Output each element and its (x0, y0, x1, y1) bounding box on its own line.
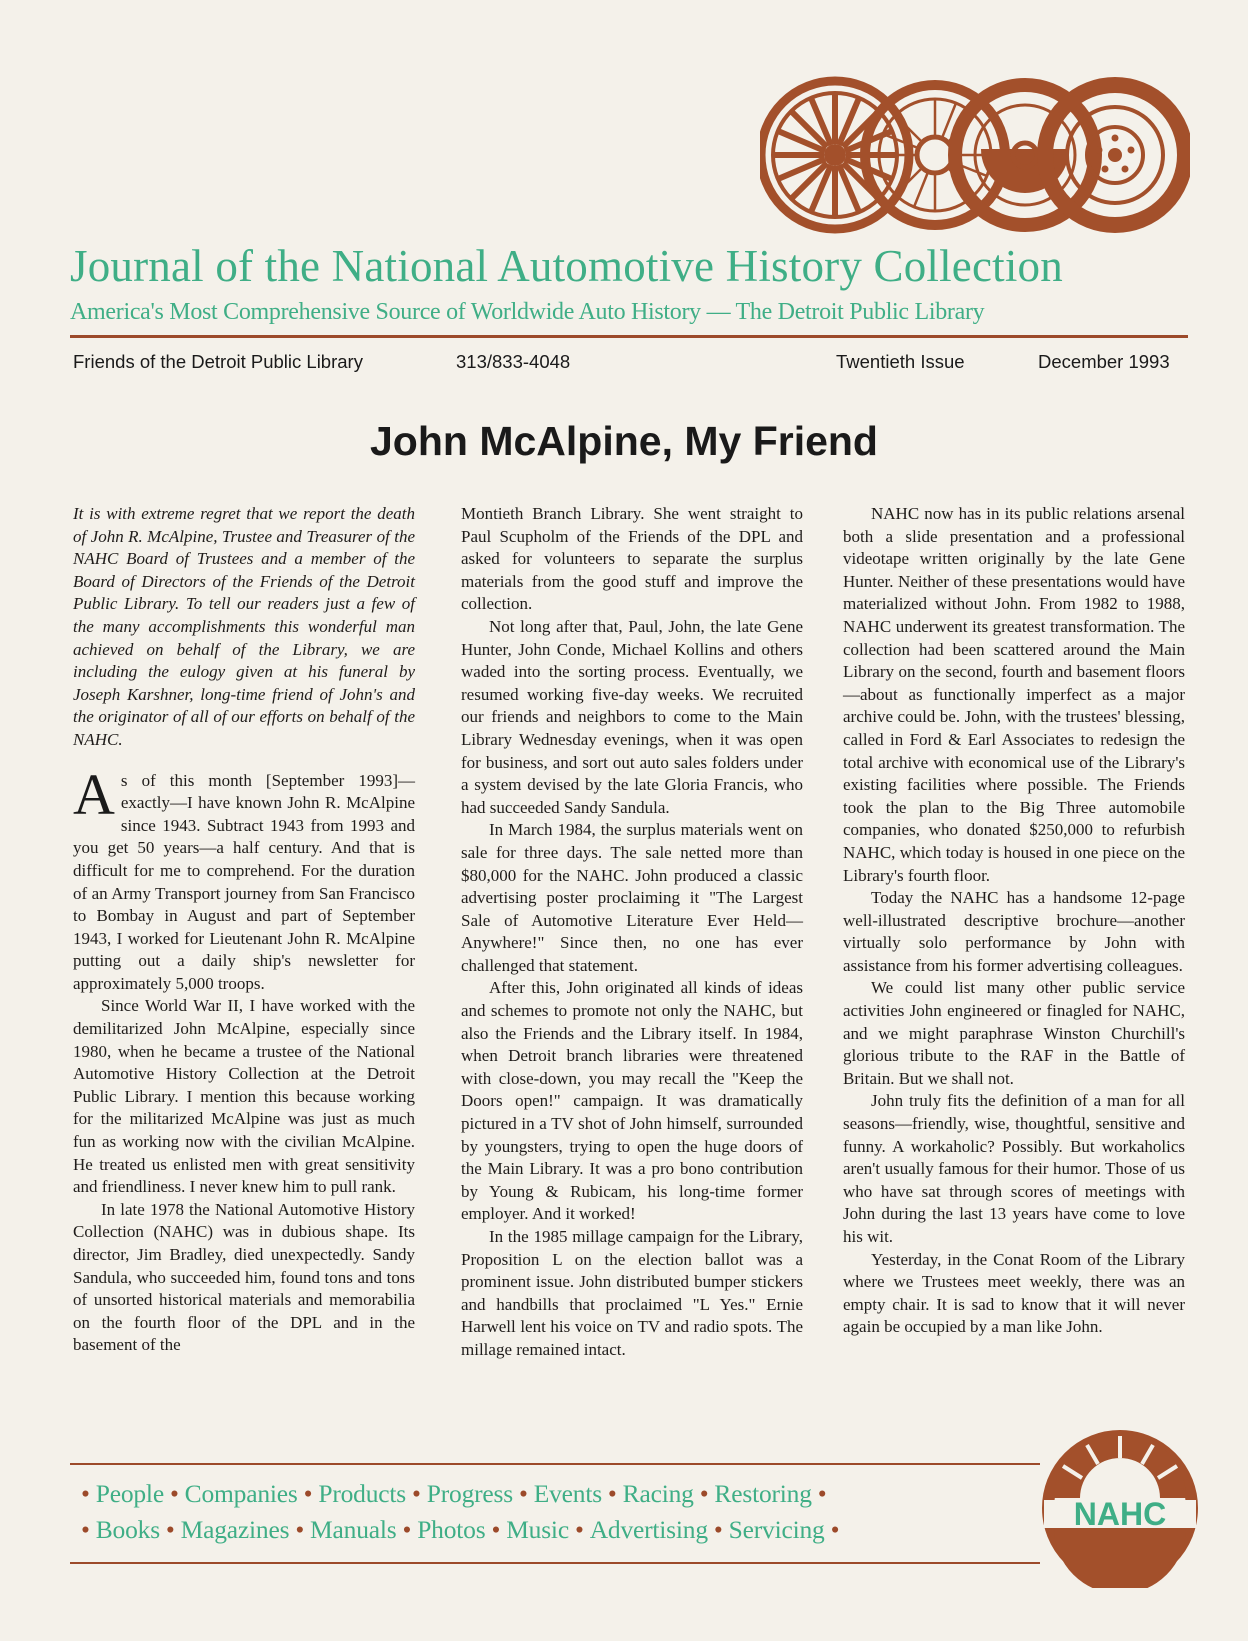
article-paragraph: After this, John originated all kinds of ideas and schemes to promote not only the NAHC, but also the Friends and the Library itself. In 1984, when Detroit branch libraries were threatened with close-down, you may recall the "Keep the Doors open!" campaign. It was dramatically pictured in a TV shot of John himself, surrounded by youngsters, trying to open the huge doors of the Main Library. It was a pro bono contribution by Young & Rubicam, his long-time former employer. And it worked! (461, 978, 803, 1224)
topic-label: Products (318, 1479, 407, 1508)
article-column-3 (843, 503, 1185, 1339)
article-paragraph: Not long after that, Paul, John, the late Gene Hunter, John Conde, Michael Kollins and others waded into the sorting process. Eventually, we resumed working five-day weeks. We recruited our friends and neighbors to come to the Main Library Wednesday evenings, when it was open for business, and sort out auto sales folders under a system devised by the late Gloria Francis, who had succeeded Sandy Sandula. (461, 616, 803, 817)
topic-label: Racing (622, 1479, 694, 1508)
topic-label: Books (95, 1515, 160, 1544)
topic-label: Companies (184, 1479, 298, 1508)
article-paragraph: In March 1984, the surplus materials went on sale for three days. The sale netted more than $80,000 for the NAHC. John produced a classic advertising poster proclaiming it "The Largest Sale of Automotive Literature Ever Held—Anywhere!" Since then, no one has ever challenged that statement. (461, 820, 803, 975)
article-paragraph: In late 1978 the National Automotive History Collection (NAHC) was in dubious shape. Its director, Jim Bradley, died unexpectedly. Sandy Sandula, who succeeded him, found tons and tons of unsorted historical materials and memorabilia on the fourth floor of the DPL and in the basement of the (73, 1199, 415, 1355)
issue-info-bar (73, 351, 1188, 375)
topic-label: Music (506, 1515, 569, 1544)
article-paragraph: Montieth Branch Library. She went straight to Paul Scupholm of the Friends of the DPL and asked for volunteers to separate the surplus materials from the good stuff and improve the collection. (461, 504, 803, 614)
bullet-separator: • (518, 1479, 528, 1508)
issue-date: December 1993 (1038, 351, 1170, 372)
bullet-separator: • (830, 1515, 840, 1544)
article-column-2 (461, 503, 803, 1362)
bullet-separator: • (817, 1479, 827, 1508)
article-paragraph: As of this month [September 1993]—exactly—I have known John R. McAlpine since 1943. Subtract 1943 from 1993 and you get 50 years—a half century. And that is difficult for me to comprehend. For the duration of an Army Transport journey from San Francisco to Bombay in August and part of September 1943, I worked for Lieutenant John R. McAlpine putting out a daily ship's newsletter for approximately 5,000 troops. (73, 761, 415, 993)
drop-cap: A (73, 761, 115, 827)
masthead-tagline: America's Most Comprehensive Source of Worldwide Auto History — The Detroit Public Library (70, 299, 985, 325)
topic-label: Progress (426, 1479, 513, 1508)
article-paragraph: Today the NAHC has a handsome 12-page well-illustrated descriptive brochure—another virtually solo performance by John with assistance from his former advertising colleagues. (843, 888, 1185, 975)
bullet-separator: • (295, 1515, 305, 1544)
bullet-separator: • (169, 1479, 179, 1508)
wheels-logo: WHEELS (56, 55, 786, 254)
article-intro: It is with extreme regret that we report the death of John R. McAlpine, Trustee and Treasurer of the NAHC Board of Trustees and a member of the Board of Directors of the Friends of the Detroit Public Library. To tell our readers just a few of the many accomplishments this wonderful man achieved on behalf of the Library, we are including the eulogy given at his funeral by Joseph Karshner, long-time friend of John's and the originator of all of our efforts on behalf of the NAHC. (73, 504, 415, 749)
nahc-logo-text: NAHC (1073, 1496, 1167, 1532)
issue-number: Twentieth Issue (836, 351, 965, 372)
bullet-separator: • (491, 1515, 501, 1544)
topic-label: Servicing (728, 1515, 825, 1544)
organization-name: Friends of the Detroit Public Library (73, 351, 363, 372)
phone-number: 313/833-4048 (456, 351, 571, 372)
topic-label: Manuals (310, 1515, 397, 1544)
topics-row-2 (75, 1515, 1035, 1545)
footer-divider-bottom (70, 1562, 1040, 1564)
topic-label: Restoring (714, 1479, 812, 1508)
topics-row-1 (75, 1479, 1035, 1509)
bullet-separator: • (607, 1479, 617, 1508)
bullet-separator: • (699, 1479, 709, 1508)
bullet-separator: • (402, 1515, 412, 1544)
topic-label: People (95, 1479, 164, 1508)
nahc-logo-icon (1040, 1428, 1200, 1588)
topic-label: Magazines (180, 1515, 290, 1544)
journal-title: Journal of the National Automotive History Collection (70, 241, 1063, 291)
bullet-separator: • (165, 1515, 175, 1544)
article-paragraph: John truly fits the definition of a man for all seasons—friendly, wise, thoughtful, sensitive and funny. A workaholic? Possibly. But workaholics aren't usually famous for their humor. Those of us who have sat through scores of meetings with John during the last 13 years have come to love his wit. (843, 1091, 1185, 1246)
article-paragraph: We could list many other public service activities John engineered or finagled for NAHC, and we might paraphrase Winston Churchill's glorious tribute to the RAF in the Battle of Britain. But we shall not. (843, 978, 1185, 1088)
article-paragraph: In the 1985 millage campaign for the Library, Proposition L on the election ballot was a prominent issue. John distributed bumper stickers and handbills that proclaimed "L Yes." Ernie Harwell lent his voice on TV and radio spots. The millage remained intact. (461, 1227, 803, 1359)
article-column-1 (73, 503, 415, 1357)
bullet-separator: • (574, 1515, 584, 1544)
bullet-separator: • (713, 1515, 723, 1544)
topic-label: Photos (417, 1515, 486, 1544)
article-paragraph: NAHC now has in its public relations arsenal both a slide presentation and a professional videotape written originally by the late Gene Hunter. Neither of these presentations would have materialized without John. From 1982 to 1988, NAHC underwent its greatest transformation. The collection had been scattered around the Main Library on the second, fourth and basement floors—about as functionally imperfect as a major archive could be. John, with the trustees' blessing, called in Ford & Earl Associates to redesign the total archive with economical use of the Library's existing facilities where possible. The Friends took the plan to the Big Three automobile companies, who donated $250,000 to refurbish NAHC, which today is housed in one piece on the Library's fourth floor. (843, 504, 1185, 885)
bullet-separator: • (81, 1479, 90, 1508)
bullet-separator: • (303, 1479, 313, 1508)
masthead-divider (70, 335, 1188, 338)
wheels-illustration-icon (760, 75, 1190, 235)
footer-divider-top (70, 1463, 1040, 1465)
topic-label: Events (533, 1479, 602, 1508)
article-paragraph: Yesterday, in the Conat Room of the Library where we Trustees meet weekly, there was an empty chair. It is sad to know that it will never again be occupied by a man like John. (843, 1249, 1185, 1337)
bullet-separator: • (81, 1515, 90, 1544)
bullet-separator: • (412, 1479, 421, 1508)
article-paragraph: Since World War II, I have worked with the demilitarized John McAlpine, especially since 1980, when he became a trustee of the National Automotive History Collection at the Detroit Public Library. I mention this because working for the militarized McAlpine was just as much fun as working now with the civilian McAlpine. He treated us enlisted men with great sensitivity and friendliness. I never knew him to pull rank. (73, 996, 415, 1197)
topic-label: Advertising (589, 1515, 708, 1544)
article-title: John McAlpine, My Friend (370, 418, 878, 464)
